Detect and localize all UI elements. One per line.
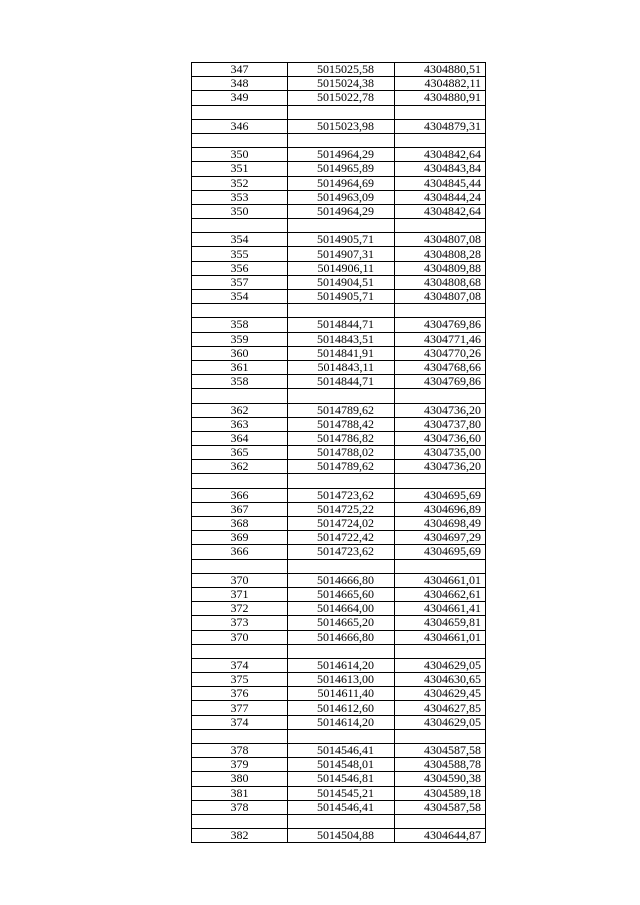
y-coordinate-cell: 4304698,49 [395,517,486,531]
y-coordinate-cell: 4304879,31 [395,119,486,133]
point-number-cell: 348 [192,77,288,91]
blank-cell [288,105,395,119]
blank-cell [192,304,288,318]
x-coordinate-cell: 5014907,31 [288,247,395,261]
point-number-cell: 354 [192,233,288,247]
point-number-cell: 358 [192,375,288,389]
x-coordinate-cell: 5014545,21 [288,786,395,800]
y-coordinate-cell: 4304587,58 [395,800,486,814]
blank-separator-row [192,304,486,318]
point-number-cell: 356 [192,261,288,275]
y-coordinate-cell: 4304844,24 [395,190,486,204]
point-number-cell: 377 [192,701,288,715]
point-number-cell: 362 [192,460,288,474]
point-number-cell: 368 [192,517,288,531]
x-coordinate-cell: 5015023,98 [288,119,395,133]
point-number-cell: 378 [192,800,288,814]
x-coordinate-cell: 5014666,80 [288,630,395,644]
point-number-cell: 351 [192,162,288,176]
x-coordinate-cell: 5014904,51 [288,275,395,289]
y-coordinate-cell: 4304661,01 [395,573,486,587]
y-coordinate-cell: 4304880,91 [395,91,486,105]
point-number-cell: 367 [192,502,288,516]
table-row [192,658,486,672]
y-coordinate-cell: 4304735,00 [395,446,486,460]
y-coordinate-cell: 4304736,20 [395,403,486,417]
table-row [192,63,486,77]
point-number-cell: 347 [192,63,288,77]
x-coordinate-cell: 5014788,42 [288,417,395,431]
y-coordinate-cell: 4304589,18 [395,786,486,800]
point-number-cell: 361 [192,360,288,374]
point-number-cell: 366 [192,545,288,559]
point-number-cell: 360 [192,346,288,360]
blank-cell [288,389,395,403]
table-row [192,431,486,445]
blank-cell [395,133,486,147]
point-number-cell: 380 [192,772,288,786]
y-coordinate-cell: 4304807,08 [395,233,486,247]
x-coordinate-cell: 5014964,29 [288,204,395,218]
y-coordinate-cell: 4304627,85 [395,701,486,715]
x-coordinate-cell: 5015025,58 [288,63,395,77]
table-row [192,573,486,587]
blank-cell [395,559,486,573]
table-row [192,275,486,289]
point-number-cell: 357 [192,275,288,289]
table-row [192,318,486,332]
x-coordinate-cell: 5014844,71 [288,318,395,332]
x-coordinate-cell: 5014906,11 [288,261,395,275]
table-row [192,77,486,91]
blank-cell [192,644,288,658]
x-coordinate-cell: 5015022,78 [288,91,395,105]
blank-cell [288,219,395,233]
table-row [192,460,486,474]
table-row [192,446,486,460]
point-number-cell: 349 [192,91,288,105]
blank-cell [288,644,395,658]
x-coordinate-cell: 5014789,62 [288,460,395,474]
y-coordinate-cell: 4304644,87 [395,829,486,843]
point-number-cell: 378 [192,744,288,758]
blank-cell [395,474,486,488]
y-coordinate-cell: 4304771,46 [395,332,486,346]
point-number-cell: 379 [192,758,288,772]
table-row [192,545,486,559]
x-coordinate-cell: 5014786,82 [288,431,395,445]
point-number-cell: 374 [192,658,288,672]
y-coordinate-cell: 4304843,84 [395,162,486,176]
table-row [192,290,486,304]
table-row [192,332,486,346]
blank-separator-row [192,729,486,743]
blank-separator-row [192,644,486,658]
y-coordinate-cell: 4304842,64 [395,148,486,162]
point-number-cell: 364 [192,431,288,445]
x-coordinate-cell: 5014611,40 [288,687,395,701]
y-coordinate-cell: 4304768,66 [395,360,486,374]
x-coordinate-cell: 5014666,80 [288,573,395,587]
x-coordinate-cell: 5014546,41 [288,744,395,758]
blank-separator-row [192,105,486,119]
table-row [192,119,486,133]
x-coordinate-cell: 5014614,20 [288,715,395,729]
y-coordinate-cell: 4304629,45 [395,687,486,701]
point-number-cell: 355 [192,247,288,261]
blank-cell [395,389,486,403]
x-coordinate-cell: 5014614,20 [288,658,395,672]
y-coordinate-cell: 4304880,51 [395,63,486,77]
y-coordinate-cell: 4304736,20 [395,460,486,474]
blank-separator-row [192,814,486,828]
y-coordinate-cell: 4304695,69 [395,488,486,502]
blank-cell [288,133,395,147]
blank-cell [395,644,486,658]
table-row [192,403,486,417]
y-coordinate-cell: 4304808,68 [395,275,486,289]
point-number-cell: 346 [192,119,288,133]
point-number-cell: 381 [192,786,288,800]
blank-separator-row [192,559,486,573]
blank-separator-row [192,219,486,233]
point-number-cell: 366 [192,488,288,502]
y-coordinate-cell: 4304590,38 [395,772,486,786]
point-number-cell: 365 [192,446,288,460]
table-row [192,488,486,502]
point-number-cell: 371 [192,587,288,601]
y-coordinate-cell: 4304807,08 [395,290,486,304]
table-row [192,247,486,261]
table-row [192,602,486,616]
table-row [192,91,486,105]
point-number-cell: 363 [192,417,288,431]
point-number-cell: 353 [192,190,288,204]
point-number-cell: 359 [192,332,288,346]
point-number-cell: 358 [192,318,288,332]
table-row [192,744,486,758]
y-coordinate-cell: 4304659,81 [395,616,486,630]
x-coordinate-cell: 5014724,02 [288,517,395,531]
table-row [192,162,486,176]
blank-cell [395,219,486,233]
point-number-cell: 362 [192,403,288,417]
table-row [192,502,486,516]
blank-cell [395,304,486,318]
blank-separator-row [192,133,486,147]
blank-cell [192,474,288,488]
x-coordinate-cell: 5014844,71 [288,375,395,389]
table-row [192,772,486,786]
x-coordinate-cell: 5014612,60 [288,701,395,715]
x-coordinate-cell: 5014788,02 [288,446,395,460]
blank-separator-row [192,474,486,488]
point-number-cell: 370 [192,573,288,587]
x-coordinate-cell: 5014613,00 [288,673,395,687]
x-coordinate-cell: 5014905,71 [288,290,395,304]
x-coordinate-cell: 5014905,71 [288,233,395,247]
blank-cell [192,729,288,743]
table-row [192,346,486,360]
x-coordinate-cell: 5014722,42 [288,531,395,545]
table-row [192,261,486,275]
y-coordinate-cell: 4304697,29 [395,531,486,545]
y-coordinate-cell: 4304842,64 [395,204,486,218]
y-coordinate-cell: 4304770,26 [395,346,486,360]
point-number-cell: 373 [192,616,288,630]
table-row [192,517,486,531]
table-row [192,233,486,247]
y-coordinate-cell: 4304629,05 [395,658,486,672]
blank-cell [395,729,486,743]
y-coordinate-cell: 4304808,28 [395,247,486,261]
x-coordinate-cell: 5014504,88 [288,829,395,843]
x-coordinate-cell: 5014843,51 [288,332,395,346]
y-coordinate-cell: 4304587,58 [395,744,486,758]
table-row [192,360,486,374]
point-number-cell: 370 [192,630,288,644]
table-row [192,673,486,687]
x-coordinate-cell: 5014548,01 [288,758,395,772]
y-coordinate-cell: 4304769,86 [395,318,486,332]
x-coordinate-cell: 5014665,60 [288,587,395,601]
x-coordinate-cell: 5014723,62 [288,488,395,502]
point-number-cell: 376 [192,687,288,701]
table-row [192,758,486,772]
y-coordinate-cell: 4304769,86 [395,375,486,389]
table-row [192,176,486,190]
table-row [192,786,486,800]
y-coordinate-cell: 4304845,44 [395,176,486,190]
x-coordinate-cell: 5014841,91 [288,346,395,360]
x-coordinate-cell: 5014789,62 [288,403,395,417]
blank-cell [395,814,486,828]
point-number-cell: 350 [192,148,288,162]
y-coordinate-cell: 4304809,88 [395,261,486,275]
table-row [192,715,486,729]
blank-cell [192,133,288,147]
blank-cell [192,105,288,119]
y-coordinate-cell: 4304588,78 [395,758,486,772]
point-number-cell: 369 [192,531,288,545]
table-row [192,800,486,814]
y-coordinate-cell: 4304696,89 [395,502,486,516]
blank-cell [192,219,288,233]
point-number-cell: 354 [192,290,288,304]
table-row [192,616,486,630]
table-row [192,687,486,701]
blank-cell [288,304,395,318]
table-row [192,587,486,601]
x-coordinate-cell: 5014665,20 [288,616,395,630]
table-row [192,630,486,644]
x-coordinate-cell: 5014964,69 [288,176,395,190]
x-coordinate-cell: 5014723,62 [288,545,395,559]
y-coordinate-cell: 4304882,11 [395,77,486,91]
x-coordinate-cell: 5015024,38 [288,77,395,91]
x-coordinate-cell: 5014546,41 [288,800,395,814]
x-coordinate-cell: 5014664,00 [288,602,395,616]
y-coordinate-cell: 4304737,80 [395,417,486,431]
blank-cell [288,729,395,743]
y-coordinate-cell: 4304736,60 [395,431,486,445]
y-coordinate-cell: 4304662,61 [395,587,486,601]
table-row [192,417,486,431]
table-row [192,701,486,715]
blank-cell [288,474,395,488]
x-coordinate-cell: 5014964,29 [288,148,395,162]
table-row [192,204,486,218]
x-coordinate-cell: 5014843,11 [288,360,395,374]
x-coordinate-cell: 5014965,89 [288,162,395,176]
point-number-cell: 350 [192,204,288,218]
y-coordinate-cell: 4304629,05 [395,715,486,729]
table-row [192,148,486,162]
point-number-cell: 375 [192,673,288,687]
table-row [192,531,486,545]
table-row [192,829,486,843]
blank-cell [192,389,288,403]
blank-cell [395,105,486,119]
blank-cell [288,814,395,828]
point-number-cell: 352 [192,176,288,190]
y-coordinate-cell: 4304630,65 [395,673,486,687]
y-coordinate-cell: 4304661,41 [395,602,486,616]
y-coordinate-cell: 4304695,69 [395,545,486,559]
x-coordinate-cell: 5014725,22 [288,502,395,516]
coordinates-table-body [192,63,486,843]
point-number-cell: 374 [192,715,288,729]
x-coordinate-cell: 5014963,09 [288,190,395,204]
blank-separator-row [192,389,486,403]
coordinates-table [191,62,486,843]
blank-cell [192,814,288,828]
blank-cell [192,559,288,573]
x-coordinate-cell: 5014546,81 [288,772,395,786]
table-row [192,190,486,204]
point-number-cell: 382 [192,829,288,843]
blank-cell [288,559,395,573]
point-number-cell: 372 [192,602,288,616]
y-coordinate-cell: 4304661,01 [395,630,486,644]
table-row [192,375,486,389]
